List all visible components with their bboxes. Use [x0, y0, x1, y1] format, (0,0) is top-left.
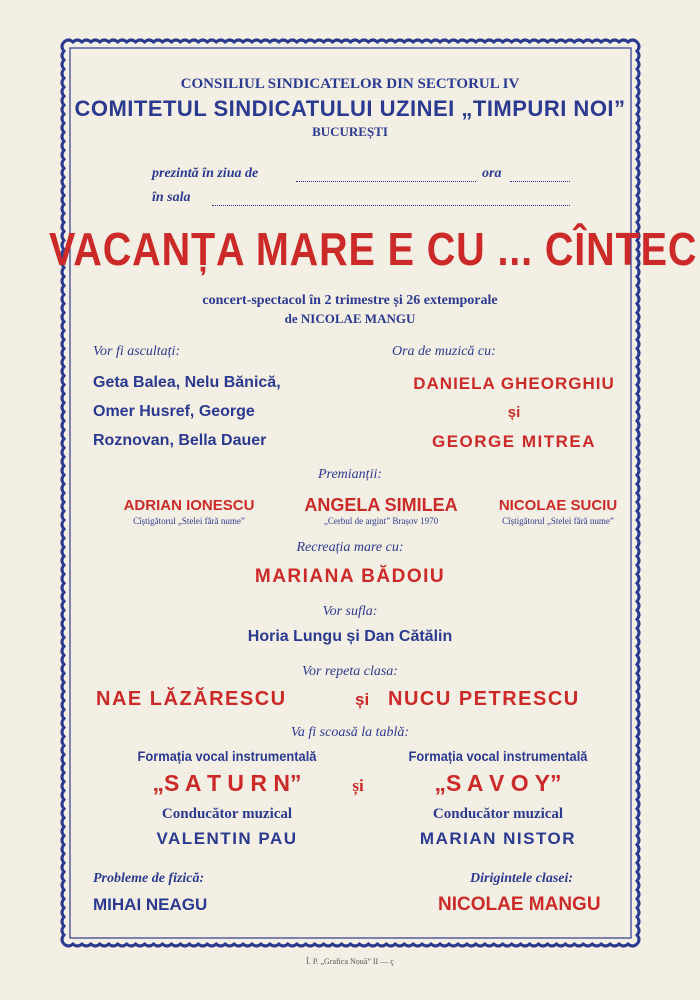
- band-left-leader: VALENTIN PAU: [156, 829, 298, 848]
- laureate-3-caption: Cîștigătorul „Stelei fără nume”: [502, 516, 614, 526]
- heard-line-3: Roznovan, Bella Dauer: [93, 432, 267, 449]
- printer-credit: Î. P. „Grafica Nouă” II — ç: [306, 957, 394, 966]
- headteacher-name: NICOLAE MANGU: [438, 894, 601, 915]
- band-right-role: Conducător muzical: [432, 806, 564, 822]
- band-conj: și: [352, 776, 364, 795]
- repeat-heading: Vor repeta clasa:: [302, 664, 398, 679]
- heard-line-2: Omer Husref, George: [93, 403, 255, 420]
- heard-line-1: Geta Balea, Nelu Bănică,: [93, 374, 281, 391]
- subtitle-author: de NICOLAE MANGU: [284, 311, 416, 326]
- date-label: prezintă în ziua de: [152, 166, 259, 181]
- band-left-role: Conducător muzical: [161, 806, 293, 822]
- physics-heading: Probleme de fizică:: [93, 871, 205, 886]
- repeat-name-2: NUCU PETRESCU: [388, 688, 580, 710]
- header-committee: COMITETUL SINDICATULUI UZINEI „TIMPURI NOI”: [74, 96, 626, 121]
- recess-name: MARIANA BĂDOIU: [254, 566, 446, 587]
- band-left-name: „S A T U R N”: [152, 770, 302, 796]
- blackboard-heading: Va fi scoasă la tablă:: [290, 725, 410, 740]
- date-blank: [296, 181, 476, 182]
- band-right-name: „S A V O Y”: [434, 770, 562, 796]
- time-label: ora: [482, 166, 502, 181]
- music-name-1: DANIELA GHEORGHIU: [413, 374, 615, 393]
- music-name-2: GEORGE MITREA: [431, 432, 596, 451]
- prompters-names: Horia Lungu și Dan Cătălin: [247, 628, 453, 645]
- band-left-form: Formația vocal instrumentală: [137, 748, 317, 764]
- physics-name: MIHAI NEAGU: [93, 895, 208, 914]
- time-blank: [510, 181, 570, 182]
- laureate-2-name: ANGELA SIMILEA: [304, 495, 458, 515]
- laureate-1-caption: Cîștigătorul „Stelei fără nume”: [133, 516, 245, 526]
- repeat-conj: și: [355, 690, 370, 709]
- music-heading: Ora de muzică cu:: [392, 344, 496, 359]
- hall-label: în sala: [152, 190, 191, 205]
- recess-heading: Recreația mare cu:: [296, 540, 404, 555]
- repeat-name-1: NAE LĂZĂRESCU: [96, 688, 287, 710]
- show-title: VACANȚA MARE E CU ... CÎNTEC: [49, 223, 698, 275]
- band-right-form: Formația vocal instrumentală: [408, 748, 588, 764]
- header-council: CONSILIUL SINDICATELOR DIN SECTORUL IV: [180, 76, 520, 92]
- music-conj: și: [507, 404, 521, 421]
- prompters-heading: Vor sufla:: [322, 604, 378, 619]
- header-city: BUCUREȘTI: [312, 124, 388, 139]
- laureate-3-name: NICOLAE SUCIU: [498, 497, 618, 514]
- hall-blank: [212, 205, 570, 206]
- heard-heading: Vor fi ascultați:: [93, 344, 181, 359]
- laureates-heading: Premianții:: [317, 467, 383, 482]
- subtitle-concert: concert-spectacol în 2 trimestre și 26 extemporale: [202, 293, 498, 308]
- band-right-leader: MARIAN NISTOR: [419, 829, 577, 848]
- headteacher-heading: Dirigintele clasei:: [470, 871, 574, 886]
- laureate-2-caption: „Cerbul de argint” Brașov 1970: [323, 516, 439, 526]
- laureate-1-name: ADRIAN IONESCU: [123, 497, 255, 514]
